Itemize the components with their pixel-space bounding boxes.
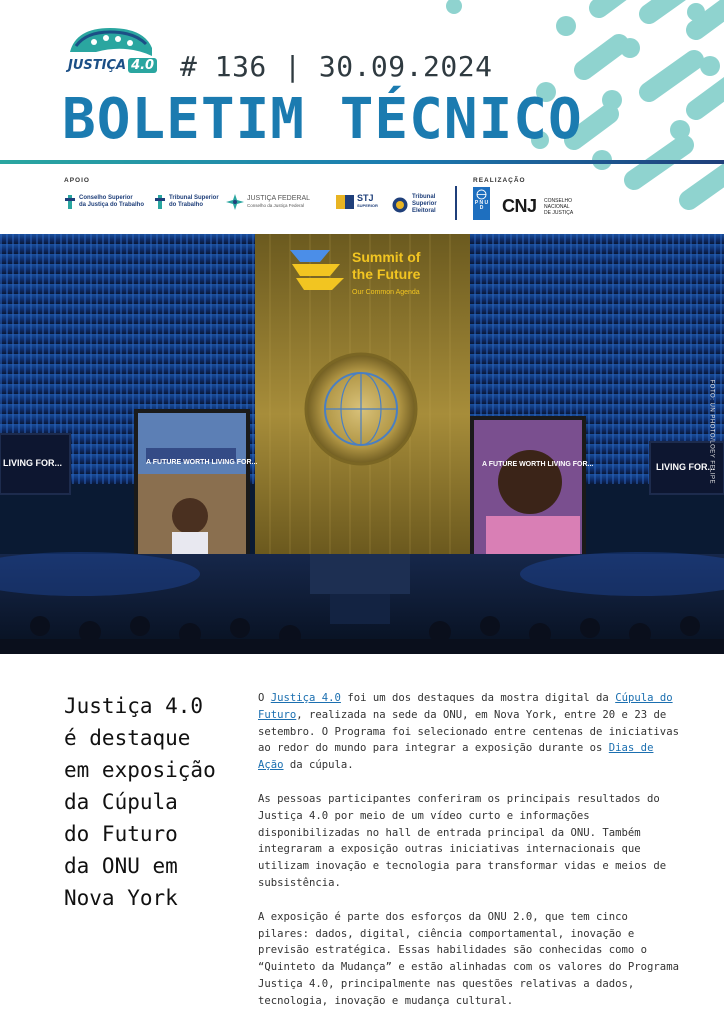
logo-text: JUSTIÇA [68, 58, 127, 73]
issue-number-date: # 136 | 30.09.2024 [180, 50, 493, 83]
article-body [258, 690, 680, 1024]
photo-credit: FOTO: UN PHOTO/LOEY FELIPE [708, 379, 714, 484]
right-screen-text: A FUTURE WORTH LIVING FOR... [482, 461, 594, 468]
right-side-screen-text: LIVING FOR... [656, 462, 716, 472]
un-general-assembly-image [0, 234, 724, 654]
hero-photo [0, 234, 724, 654]
paragraph-1: O Justiça 4.0 foi um dos destaques da mostra digital da Cúpula do Futuro, realizada na sede da ONU, em Nova York, entre 20 e 23 de setembro. O Programa foi selecionado entre centenas de iniciativas ao redor do mundo para integrar a exposição durante os Dias de Ação da cúpula. [258, 692, 679, 772]
sponsor-separator [455, 186, 457, 220]
left-video-screen [134, 409, 257, 559]
header [0, 0, 724, 234]
sponsor-stj: STJ SUPERIOR [336, 194, 378, 210]
realizacao-label: REALIZAÇÃO [473, 177, 526, 184]
tst-icon [154, 194, 166, 210]
left-side-screen-text: LIVING FOR... [3, 458, 63, 468]
apoio-label: APOIO [64, 177, 90, 184]
summit-title-line1: Summit of [352, 249, 421, 265]
paragraph-2: As pessoas participantes conferiram os principais resultados do Justiça 4.0 por meio de um vídeo curto e informações disponibilizadas no hall de entrada principal da ONU. Também integraram a exposição outras iniciativas internacionais que utilizam inovação e tecnologia para transformar vidas e meios de subsistência. [258, 792, 667, 889]
cnj-logo: CNJ [502, 196, 537, 216]
title-divider [0, 160, 724, 164]
justica-federal-icon [226, 194, 244, 210]
right-video-screen [470, 416, 593, 558]
un-emblem-icon [476, 189, 487, 200]
summit-title-line2: the Future [352, 266, 421, 282]
tse-icon [391, 197, 409, 213]
sponsor-tst: Tribunal Superior do Trabalho [154, 194, 219, 210]
page-title: BOLETIM TÉCNICO [62, 87, 583, 152]
paragraph-3: A exposição é parte dos esforços da ONU 2.0, que tem cinco pilares: dados, digital, ciência comportamental, inovação e previsão estratégica. Essas habilidades são conhecidas como o “Quinteto da Mudança” e estão alinhadas com os valores do Programa Justiça 4.0, principalmente nas questões relativas a dados, tecnologia, inovação e mudança cultural. [258, 910, 679, 1007]
sponsor-tse: Tribunal Superior Eleitoral [391, 194, 437, 215]
summit-subtitle: Our Common Agenda [352, 289, 420, 296]
sponsor-justica-federal: JUSTIÇA FEDERAL Conselho da Justiça Federal [226, 194, 310, 210]
article-headline: Justiça 4.0 é destaque em exposição da Cúpula do Futuro da ONU em Nova York [64, 694, 216, 910]
link-dias-de-acao[interactable]: Dias de Ação [258, 742, 654, 772]
sponsor-csjt: Conselho Superior da Justiça do Trabalho [64, 194, 144, 210]
logo-badge: 4.0 [128, 58, 157, 73]
stj-icon [336, 194, 354, 210]
left-screen-text: A FUTURE WORTH LIVING FOR... [146, 459, 258, 466]
csjt-icon [64, 194, 76, 210]
link-justica-4-0[interactable]: Justiça 4.0 [270, 692, 341, 704]
undp-logo: P N U D [473, 187, 490, 220]
un-emblem-icon [306, 354, 416, 464]
logo-wordmark [68, 58, 157, 73]
cnj-caption: CONSELHO NACIONAL DE JUSTIÇA [544, 198, 574, 216]
link-cupula-do-futuro[interactable]: Cúpula do Futuro [258, 692, 673, 721]
